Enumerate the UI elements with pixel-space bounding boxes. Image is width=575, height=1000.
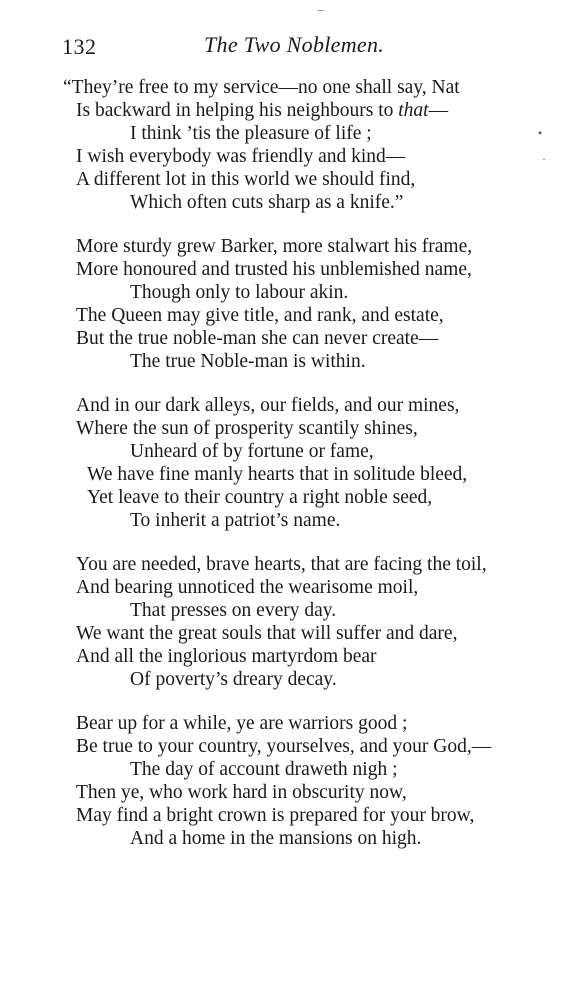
poem-line: Which often cuts sharp as a knife.” bbox=[130, 192, 404, 213]
poem-line: Yet leave to their country a right noble seed, bbox=[87, 487, 433, 508]
poem-line: And in our dark alleys, our fields, and our mines, bbox=[76, 395, 460, 416]
poem-line-text: Is backward in helping his neighbours to bbox=[76, 100, 399, 121]
poem-line: Then ye, who work hard in obscurity now, bbox=[76, 782, 407, 803]
stanza-5 bbox=[0, 712, 575, 850]
poem-line: And bearing unnoticed the wearisome moil, bbox=[76, 577, 419, 598]
poem-line: We have fine manly hearts that in solitude bleed, bbox=[87, 464, 468, 485]
poem-line bbox=[0, 99, 575, 122]
poem-line: We want the great souls that will suffer and dare, bbox=[76, 623, 458, 644]
page-header bbox=[62, 30, 522, 60]
emphasized-word: that bbox=[398, 100, 429, 121]
poem-line: I wish everybody was friendly and kind— bbox=[76, 146, 406, 167]
poem-line-text: — bbox=[428, 100, 449, 121]
poem-line: May find a bright crown is prepared for your brow, bbox=[76, 805, 475, 826]
poem-line: Unheard of by fortune or fame, bbox=[130, 441, 374, 462]
poem-line: Of poverty’s dreary decay. bbox=[130, 669, 337, 690]
scan-speck: • bbox=[538, 126, 543, 140]
poem-line: I think ’tis the pleasure of life ; bbox=[130, 123, 372, 144]
stanza-1 bbox=[0, 76, 575, 214]
poem-line: To inherit a patriot’s name. bbox=[130, 510, 341, 531]
page-number: 132 bbox=[62, 34, 97, 59]
poem-line: Be true to your country, yourselves, and your God,— bbox=[76, 736, 492, 757]
poem-line: More honoured and trusted his unblemished name, bbox=[76, 259, 472, 280]
running-title: The Two Noblemen. bbox=[204, 32, 385, 57]
poem-line: More sturdy grew Barker, more stalwart his frame, bbox=[76, 236, 473, 257]
poem-line: “They’re free to my service—no one shall say, Nat bbox=[63, 77, 460, 98]
poem-line: And a home in the mansions on high. bbox=[130, 828, 422, 849]
scan-speck: · bbox=[542, 152, 546, 166]
poem-line: The day of account draweth nigh ; bbox=[130, 759, 398, 780]
poem-line: The Queen may give title, and rank, and estate, bbox=[76, 305, 444, 326]
poem-line: Where the sun of prosperity scantily shines, bbox=[76, 418, 418, 439]
scan-speck: – bbox=[318, 2, 324, 16]
stanza-4 bbox=[0, 553, 575, 691]
poem-line: Though only to labour akin. bbox=[130, 282, 349, 303]
poem-line: A different lot in this world we should find, bbox=[76, 169, 416, 190]
stanza-3 bbox=[0, 394, 575, 532]
poem-line: But the true noble-man she can never create— bbox=[76, 328, 439, 349]
poem-line: That presses on every day. bbox=[130, 600, 337, 621]
stanza-2 bbox=[0, 235, 575, 373]
poem-line: You are needed, brave hearts, that are facing the toil, bbox=[76, 554, 487, 575]
poem-line: And all the inglorious martyrdom bear bbox=[76, 646, 377, 667]
poem bbox=[0, 76, 575, 871]
poem-line: The true Noble-man is within. bbox=[130, 351, 366, 372]
poem-line: Bear up for a while, ye are warriors good ; bbox=[76, 713, 408, 734]
